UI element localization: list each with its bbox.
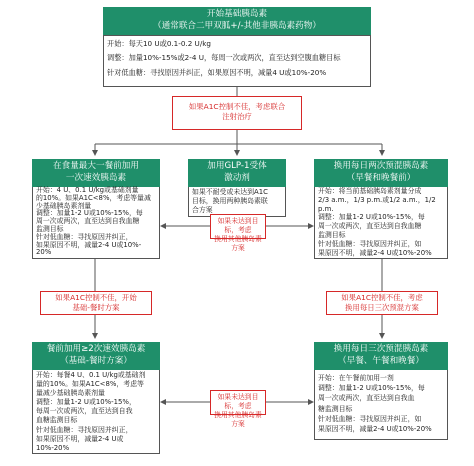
basal-bolus-box (32, 370, 160, 454)
premix3-line: 果原因不明，减量2-4 U或10%-20% (318, 425, 432, 434)
premix2-title: 换用每日两次预混胰岛素 （早餐和晚餐前） (314, 159, 448, 187)
premix2-line: 周一次或两次，直至达到自我血糖 (318, 222, 422, 231)
basal-bolus-line: 10%-20% (36, 443, 70, 452)
premix2-line: 针对低血糖：寻找原因并纠正，如 (318, 239, 422, 248)
prandial1-line: 监测目标 (36, 224, 64, 233)
start-line: 开始：每天10 U或0.1-0.2 U/kg (107, 39, 211, 48)
basal-bolus-line: 调整：加量1-2 U或10%-15%， (36, 398, 136, 407)
start-box (103, 35, 371, 87)
prandial1-title: 在食量最大一餐前加用 一次速效胰岛素 (32, 159, 160, 187)
glp1-line: 目标，换用两种胰岛素联 (192, 197, 268, 205)
start-line: 调整：加量10%-15%或2-4 U，每周一次或两次，直至达到空腹血糖目标 (107, 53, 341, 63)
premix2-box (314, 187, 448, 259)
premix2-line: 2/3 a.m.，1/3 p.m.或1/2 a.m.，1/2 (318, 195, 436, 204)
prandial1-line: 调整：加量1-2 U或10%-15%，每 (36, 209, 143, 218)
premix2-line: 调整：加量1-2 U或10%-15%，每 (318, 213, 425, 222)
basal-bolus-line: 针对低血糖：寻找原因并纠正， (36, 425, 133, 434)
premix3-line: 糖监测目标 (318, 404, 353, 413)
basal-bolus-title: 餐前加用≥2次速效胰岛素 （基础-餐时方案） (32, 342, 160, 370)
basal-bolus-line: 每周一次或两次，直至达到自我 (36, 407, 133, 416)
note-combination-injection: 如果A1C控制不佳，考虑联合 注射治疗 (172, 96, 302, 130)
premix2-line: p.m. (318, 204, 334, 213)
basal-bolus-line: 量减少基础胰岛素剂量 (36, 389, 105, 398)
start-title: 开始基础胰岛素 （通常联合二甲双胍+/-其他非胰岛素药物） (103, 7, 371, 35)
premix3-line: 周一次或两次，直至达到自我血 (318, 394, 415, 403)
prandial1-line: 20% (36, 248, 52, 257)
premix3-line: 开始：在午餐前加用一剂 (318, 374, 394, 382)
premix3-title: 换用每日三次预混胰岛素 （早餐、午餐和晚餐） (314, 342, 448, 370)
premix2-line: 果原因不明，减量2-4 U或10%-20% (318, 248, 432, 257)
start-line: 针对低血糖：寻找原因并纠正，如果原因不明，减量4 U或10%-20% (107, 67, 327, 77)
prandial1-line: 开始：4 U、0.1 U/kg或基础剂量 (36, 186, 139, 194)
prandial1-box (32, 187, 160, 259)
prandial1-line: 少基础胰岛素剂量 (36, 201, 92, 210)
note-switch-regimen-bottom: 如果未达到目标，考虑 换用其他胰岛素方案 (210, 390, 266, 415)
basal-bolus-line: 血糖监测目标 (36, 416, 78, 425)
glp1-title: 加用GLP-1受体 激动剂 (188, 159, 286, 187)
premix2-line: 开始：将当前基础胰岛素剂量分成 (318, 187, 422, 195)
premix2-line: 监测目标 (318, 230, 346, 239)
prandial1-line: 如果原因不明，减量2-4 U或10%- (36, 240, 142, 249)
glp1-box (188, 187, 286, 217)
prandial1-line: 针对低血糖：寻找原因并纠正， (36, 232, 133, 241)
glp1-line: 如果不耐受或未达到A1C (192, 188, 268, 196)
basal-bolus-line: 如果原因不明，减量2-4 U或 (36, 434, 124, 443)
premix3-box (314, 370, 448, 440)
note-premix-three-times: 如果A1C控制不佳，考虑 换用每日三次预混方案 (326, 291, 438, 315)
premix3-line: 针对低血糖：寻找原因并纠正，如 (318, 414, 422, 423)
glp1-line: 合方案 (192, 206, 213, 214)
prandial1-line: 的10%。如果A1C<8%，考虑等量减 (36, 193, 151, 202)
note-basal-bolus: 如果A1C控制不佳，开始 基础-餐时方案 (40, 291, 152, 315)
premix3-line: 调整：加量1-2 U或10%-15%，每 (318, 384, 425, 393)
note-switch-regimen-mid: 如果未达到目标，考虑 换用其他胰岛素方案 (210, 214, 266, 239)
basal-bolus-line: 量的10%。如果A1C<8%，考虑等 (36, 380, 144, 389)
basal-bolus-line: 开始：每餐4 U、0.1 U/kg或基础剂 (36, 371, 146, 379)
prandial1-line: 周一次或两次，直至达到自我血糖 (36, 217, 140, 226)
